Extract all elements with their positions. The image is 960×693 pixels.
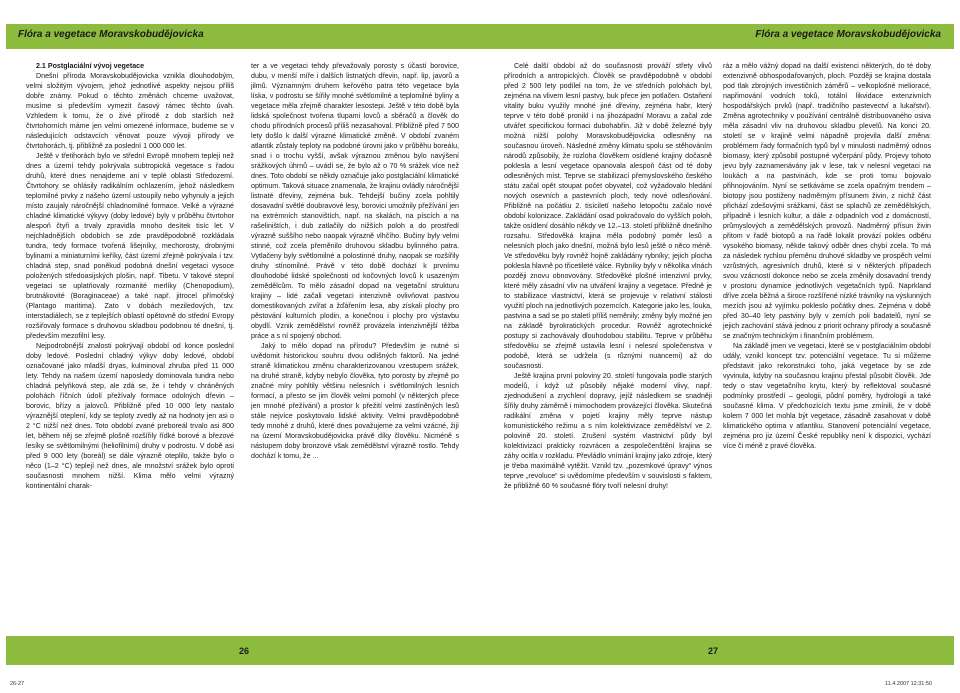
paragraph: Celé další období až do současnosti prováží střety vlivů přírodních a antropických. Člověk se pravděpodobně v období před 2 500 lety podílel na tom, že ve středních polohách byl, zejména na vlivem lesní pastvy, buk přece jen potlačen. Ostaňení vitality buku využily mnohé jiné dřeviny, zejména habr, který teprve v této době pronikl i na jihozápadní Moravu a začal zde utvářet specifickou formaci dubohabřin. Již v době železné byly možná nižší polohy Moravskobudějovicka odlesněny na současnou úroveň. Následné změny klimatu spolu se stěhováním národů způsobily, že rozloha člověkem osídlené krajiny dočasně poklesla a lesní vegetace opanovala alespoň část od té doby odlesněných míst. Teprve se stabilizací přemyslovského českého státu začal opět stoupat počet obyvatel, což vyžadovalo hledání nových osevních a pastevních ploch, tedy nové odlesňování. Přibližně na počátku 2. tisíciletí našeho letopočtu začalo nové období kolonizace. Zakládání osad pokračovalo do vyšších poloh, takže osídlení dosáhlo někdy ve 12.–13. století přibližně dnešního rozsahu. Středověká krajina měla podobný poměr lesů a nelesních ploch jako dnešní, možná bylo lesů ještě o něco méně. Ve středověku byly rovněž hojně zakládány rybníky; jejich plocha poklesla hlavně po třicetileté válce. Rybníky byly v několika vlnách později znovu obnovovány. Středověké plošné intenzivní prvky, které měly zásadní vliv na utváření krajiny a vegetace. Předně je to stabilizace vlastnictví, která se projevuje v relativní stálosti využití ploch na jednotlivých pozemcích. Kategorie jako les, louka, pastvina a sad se po staletí příliš neměnily; změny byly možné jen na základě byrokratických procedur. Rovněž agrotechnické postupy si zachovávaly dlouhodobou stabilitu. Teprve v průběhu středověku se zřejmě ustavila lesní i nelesní společenstva v podobě, která se udržela (s různými nuancemi) až do současnosti.	[504, 62, 712, 370]
page-number-left: 26	[239, 646, 250, 656]
header-band-right	[480, 24, 954, 49]
page-number-right: 27	[708, 646, 719, 656]
running-head-right: Flóra a vegetace Moravskobudějovicka	[755, 29, 941, 40]
paragraph: Jaký to mělo dopad na přírodu? Především je nutné si uvědomit historickou souhru dvou odlišných faktorů. Na jedné straně klimatickou změnu charakterizovanou vzestupem srážek, na druhé straně, kdyby nebylo člověka, tyto porosty by zřejmě po značné míry pohltily většinu nelesních i světlomilných lesních formací, a přesto se jim člověk velmi pomohl (v některých přece jen mnohé přežívání) a prostor k přežití velmi zastíněných lesů stále nejvíce poskytovalo lidské aktivity. Velmi pravděpodobně tedy mnohé z druhů, které dnes považujeme za velmi vzácné, žijí na území Moravskobudějovicka právě díky člověku. Nicméně s nástupem doby bronzové však zemědělství výrazně rostlo. Tehdy dochází k tomu, že ...	[251, 342, 459, 460]
running-head-left: Flóra a vegetace Moravskobudějovicka	[18, 29, 204, 40]
text-column-2	[251, 61, 459, 461]
right-page	[480, 0, 960, 693]
paragraph: Ještě v třetihorách bylo ve střední Evropě mnohem tepleji než dnes a území tehdy pokrývala subtropická vegetace s řadou druhů, které dnes nenajdeme ani v teplé oblasti Středozemí. Čtvrtohory se ohlásily radikálním ochlazením, jehož následkem teplomilné prvky z našeho území ustoupily nebo vyhynuly a jejich místo zaujaly náročnější chladnomilné formace. Velké a výrazné chladné klimatické výkyvy (doby ledové) byly v průběhu čtvrtohor alespoň čtyři a trvaly zpravidla mnoho desítek tisíc let. V nejchladnějších obdobích se zde pravděpodobně rozkládala tundra, tedy formace tvořená lišejníky, mechorosty, drobnými bylinami a miniaturními keříky, část území zřejmě pokrývala i tzv. chladná step, snad poněkud podobná dnešní vegetaci vysoce položených středoasijských plošin, např. Tibetu. V takové stepní vegetaci se uplatňovaly rozmanité merlíky (Chenopodium), brutnákovité (Boraginaceae) a také např. jitrocel přímořský (Plantago maritima). Zato v dobách meziledových, tzv. interstadiálech, se z teplejších oblastí opětovně do střední Evropy rozšiřovaly formace s druhovou skladbou podobnou té dnešní, tj. především mezofilní lesy.	[26, 152, 234, 340]
header-band-left	[6, 24, 480, 49]
paragraph: Na základě jmen ve vegetaci, které se v postglaciálním období udály, vznikl koncept tzv. potenciální vegetace. Tu si můžeme představit jako rekonstrukci toho, jaká vegetace by se zde vyvinula, kdyby na současnou krajinu přestal působit člověk. Jde tedy o stav vegetačního krytu, který by reflektoval současné podmínky prostředí – geologii, půdní poměry, hydrologii a také současné klima. V předchozících textu jsme zmínili, že v době kolem 7 000 let mohla být vegetace, zásadně zasahovat v době klimatického optima v atlantiku. Stanovení potenciální vegetace, zejména pro jiz území České republiky není k dispozici, vychází více či méně z pravé člověka.	[723, 342, 931, 450]
paragraph: Ještě krajina první poloviny 20. století fungovala podle starých modelů, i když už působily nějaké moderní vlivy, např. zjednodušení a zrychlení dopravy, jejíž následkem se snadněji šířily druhy záměrně i mimochodem provázející člověka. Skutečná radikální změna v pojetí krajiny měly teprve nástup komunistického režimu a s ním kolektivizace zemědělství ve 2. polovině 20. století. Zrušení systém vlastnictví půdy byl kolektivizací prakticky rozvrácen a zespolečenštění krajina se záhy ocitla v rozkladu. Převládlo vnímání krajiny jako zdroje, který je třeba maximálně vytěžit. Vznikl tzv. „pozemkové úpravy“ výnos teprve „revoluce“ si uvědomíme především v souvislosti s faktem, že přibližně 60 % současné flóry tvoří nelesní druhy!	[504, 372, 712, 490]
text-column-3	[504, 61, 712, 491]
paragraph: ter a ve vegetaci tehdy převažovaly porosty s účastí borovice, dubu, v menší míře i dalších listnatých dřevin, např. lip, javorů a jilmů. Významným druhem keřového patra této vegetace byla líska, v podrostu se šířily mnohé světlomilné a teplomilné byliny a vegetace měla zřejmě charakter lesostepi. Ještě v této době byla lidská společnost tvořena tlupami lovců a sběračů a člověk do chodu přírodních procesů příliš nezasahoval. Přibližně před 7 500 lety došlo k další výrazné klimatické změně. V období zvaném atlantik zůstaly teploty na podobné úrovni jako v průběhu boreálu, snad i o trochu vyšší, avšak výraznou změnou bylo navýšení srážkových úhrnů – uvádí se, že bylo až o 70 % srážek více než dnes. Toto období se někdy označuje jako postglaciální klimatické optimum. Taková situace znamenala, že krajinu ovládly náročnější listnaté dřeviny, zejména buk. Tehdejší bučiny zcela pohltily dosavadní světlé doubravové lesy, borovici umožnily přežívání jen na extrémních stanovištích, např. na skalách, na píscích a na rašeliništích, i dub zatlačily do nižších poloh a do prostředí výrazně suššího nebo naopak výrazně vlhčího. Bučiny byly velmi stinné, což zcela přeměnilo druhovou skladbu bylinného patra. Vytlačeny byly světlomilné a polostinné druhy, naopak se rozšířily druhy stínomilné. Právě v této době dochází k prvnímu dlouhodobé lidské společnosti od kočovných lovců k usazeným zemědělcům. To mělo zásadní dopad na vegetační strukturu krajiny – lidé začali vegetaci intenzivně ovlivňovat pastvou domestikovaných zvířat a žďářením lesa, aby získali plochy pro pěstování kulturních plodin, a konečnou i plochy pro výstavbu obydlí. Vznik zemědělství rovněž provázela intenzivnější těžba práce a s ní spojený obchod.	[251, 62, 459, 340]
paragraph: Dnešní příroda Moravskobudějovicka vznikla dlouhodobým, velmi složitým vývojem, jehož jednotlivé aspekty nejsou příliš dobře známy. Pokud o těchto změnách chceme uvažovat, musíme si především vymezit časový rámec těchto úvah. Vzhledem k tomu, že o živé přírodě z dob starších než čtvrtohorních máme jen velmi omezené informace, budeme se v následujících odstavcích věnovat pouze vývoji přírody ve čtvrtohorách, tj. přibližně za poslední 1 000 000 let.	[26, 72, 234, 150]
print-slug-left: 26-27	[10, 681, 25, 687]
paragraph: ráz a mělo vážný dopad na další existenci některých, do té doby extenzivně obhospodařovaných, ploch. Později se krajina dostala pod tlak zbrojných investičních záměrů – velkoplošné melioracé, napřimování vodních toků, totální likvidace extenzivních hospodářských prvků (např. tradičního pastevectví a lukařství). Změna agrotechniky v používání centrálně distribuovaného osiva měla zásadní vliv na druhovou skladbu plevelů. Na konci 20. století se v krajině velmi nápadně projevila další změna: problémem řady formačních typů byl v minulosti nadměrný odnos biomasy, který způsobil postupné vyčerpání půdy. Projevy tohoto jevu byly zaznamenávány jak v lese, tak v nelesní vegetaci na loukách a na pastvinách, kde se proti tomu bojovalo přihnojováním. Nyní se setkáváme se zcela opačným trendem – biotopy jsou postiženy nadměrným přísunem živin, z nichž část přichází zdešovými srážkami, část se splachů ze zemědělských, případně i lesních kultur, a dále z odpadních vod z domácností, průmyslových a zemědělských provozů. Nadměrný přísun živin přitom v řadě biotopů a na řadě lokalit provází pokles odběru vysokého biomasy, někde takový odběr dnes chybí zcela. To má za následek rychlou přeměnu druhové skladby ve prospěch velmi vzrůstných, agresivních druhů, které si v některých případech svou vzácností dokonce nebo se zcela změnily dosavadní trendy v prostoru dynamice jednotlivých vegetačních typů. Naprkland dříve zcela běžná a široce rozšířené nízké trávníky na výslunných mezích jsou až vyjímku pokleslo počátky dnes. Zejména v době před 30–40 lety pastviny byly v zemích poli badatelů, nyní se jejich zachování stává jednou z priorit ochrany přírody a současně se značným technickým i finančním problémem.	[723, 62, 931, 340]
text-column-1	[26, 61, 234, 491]
paragraph: Nejpodrobnější znalosti pokrývají období od konce poslední doby ledové. Poslední chladný výkyv doby ledové, období označované jako mladší dryas, kulminoval zhruba před 11 000 lety. Tehdy na našem území naposledy dominovala tundra nebo chladná pelyňková step, ale zdá se, že i tehdy v chráněných polohách říčních údolí přežívaly formace odolných dřevin – borovic, břízy a jalovců. Přibližně před 10 000 lety nastalo výraznější oteplení, kdy se teploty zvedly až na hodnoty jen asi o 2 °C nižší než dnes. Toto období zvané preboreál trvalo asi 800 let, během něj se zřejmě plošně rozšířily řídké borové a březové lesíky se světlomilnými (heliofilními) druhy v podrostu. V době asi před 9 000 lety (boreál) se dále výrazně oteplilo, takže bylo o něco (1–2 °C) teplejí než dnes, ale množství srážek bylo oproti současnosti mnohem nižší. Klima mělo velmi výrazný kontinentální charak-	[26, 342, 234, 490]
print-slug-right: 11.4.2007 12:31:50	[885, 681, 932, 687]
text-column-4	[723, 61, 931, 451]
section-heading: 2.1 Postglaciální vývoj vegetace	[36, 62, 145, 70]
